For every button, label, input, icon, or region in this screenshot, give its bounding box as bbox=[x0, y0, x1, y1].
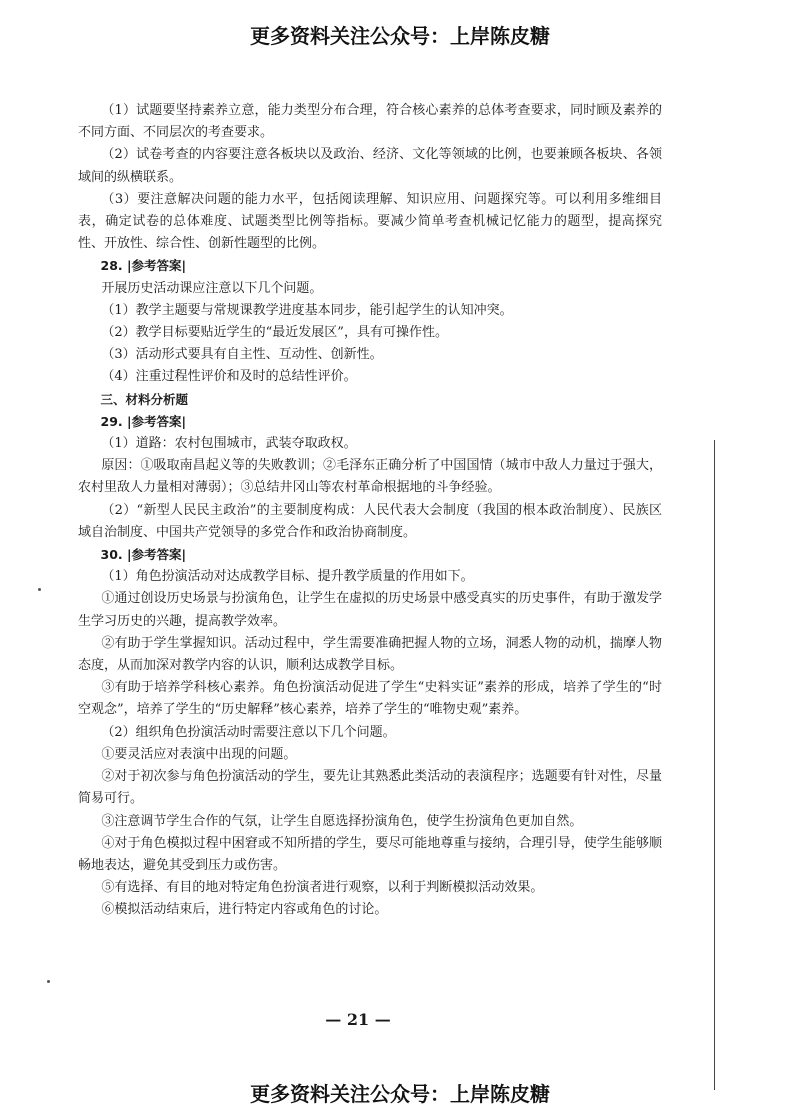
paragraph: ①通过创设历史场景与扮演角色，让学生在虚拟的历史场景中感受真实的历史事件，有助于激发学生学习历史的兴趣，提高教学效率。 bbox=[78, 591, 662, 629]
paragraph: 原因：①吸取南昌起义等的失败教训；②毛泽东正确分析了中国国情（城市中敌人力量过于强大，农村里敌人力量相对薄弱）；③总结井冈山等农村革命根据地的斗争经验。 bbox=[78, 458, 662, 496]
paragraph: （1）角色扮演活动对达成教学目标、提升教学质量的作用如下。 bbox=[101, 569, 474, 585]
paragraph: （2）教学目标要贴近学生的“最近发展区”，具有可操作性。 bbox=[101, 325, 448, 341]
paragraph: ②对于初次参与角色扮演活动的学生，要先让其熟悉此类活动的表演程序；选题要有针对性，尽量简易可行。 bbox=[78, 769, 662, 807]
question-heading-28: 28. |参考答案| bbox=[100, 258, 187, 274]
scan-speck bbox=[38, 588, 41, 591]
paragraph: （3）要注意解决问题的能力水平，包括阅读理解、知识应用、问题探究等。可以利用多维细目表，确定试卷的总体难度、试题类型比例等指标。要减少简单考查机械记忆能力的题型，提高探究性、开放性、综合性、创新性题型的比例。 bbox=[78, 191, 662, 252]
paragraph: （4）注重过程性评价和及时的总结性评价。 bbox=[101, 369, 357, 385]
question-heading-30: 30. |参考答案| bbox=[100, 547, 187, 563]
paragraph: （1）道路：农村包围城市，武装夺取政权。 bbox=[101, 436, 357, 452]
scan-edge-line bbox=[714, 440, 715, 1090]
page-number: — 21 — bbox=[325, 1010, 391, 1029]
paragraph: ③有助于培养学科核心素养。角色扮演活动促进了学生“史料实证”素养的形成，培养了学生的“时空观念”，培养了学生的“历史解释”核心素养，培养了学生的“唯物史观”素养。 bbox=[78, 680, 662, 718]
paragraph: ⑥模拟活动结束后，进行特定内容或角色的讨论。 bbox=[101, 902, 388, 918]
paragraph: （2）试卷考查的内容要注意各板块以及政治、经济、文化等领域的比例，也要兼顾各板块、各领域间的纵横联系。 bbox=[78, 147, 662, 185]
section-heading: 三、材料分析题 bbox=[100, 391, 189, 407]
paragraph: ②有助于学生掌握知识。活动过程中，学生需要准确把握人物的立场，洞悉人物的动机，揣摩人物态度，从而加深对教学内容的认识，顺利达成教学目标。 bbox=[78, 635, 662, 674]
header-watermark-text: 更多资料关注公众号：上岸陈皮糖 bbox=[250, 24, 550, 48]
paragraph: ③注意调节学生合作的气氛，让学生自愿选择扮演角色，使学生扮演角色更加自然。 bbox=[101, 813, 583, 829]
answer-content bbox=[78, 100, 662, 922]
paragraph: （2）组织角色扮演活动时需要注意以下几个问题。 bbox=[101, 724, 396, 740]
paragraph: （3）活动形式要具有自主性、互动性、创新性。 bbox=[101, 347, 383, 363]
scan-speck bbox=[47, 980, 50, 983]
paragraph: ①要灵活应对表演中出现的问题。 bbox=[101, 746, 297, 762]
paragraph: （1）试题要坚持素养立意，能力类型分布合理，符合核心素养的总体考查要求，同时顾及素养的不同方面、不同层次的考查要求。 bbox=[78, 103, 662, 141]
paragraph: ⑤有选择、有目的地对特定角色扮演者进行观察，以利于判断模拟活动效果。 bbox=[101, 880, 544, 896]
paragraph: 开展历史活动课应注意以下几个问题。 bbox=[101, 280, 323, 296]
paragraph: （1）教学主题要与常规课教学进度基本同步，能引起学生的认知冲突。 bbox=[101, 302, 513, 318]
paragraph: ④对于角色模拟过程中困窘或不知所措的学生，要尽可能地尊重与接纳，合理引导，使学生能够顺畅地表达，避免其受到压力或伤害。 bbox=[78, 835, 662, 873]
paragraph: （2）“新型人民民主政治”的主要制度构成：人民代表大会制度（我国的根本政治制度）、民族区域自治制度、中国共产党领导的多党合作和政治协商制度。 bbox=[78, 502, 662, 540]
question-heading-29: 29. |参考答案| bbox=[100, 413, 187, 429]
footer-watermark-text: 更多资料关注公众号：上岸陈皮糖 bbox=[250, 1082, 550, 1106]
